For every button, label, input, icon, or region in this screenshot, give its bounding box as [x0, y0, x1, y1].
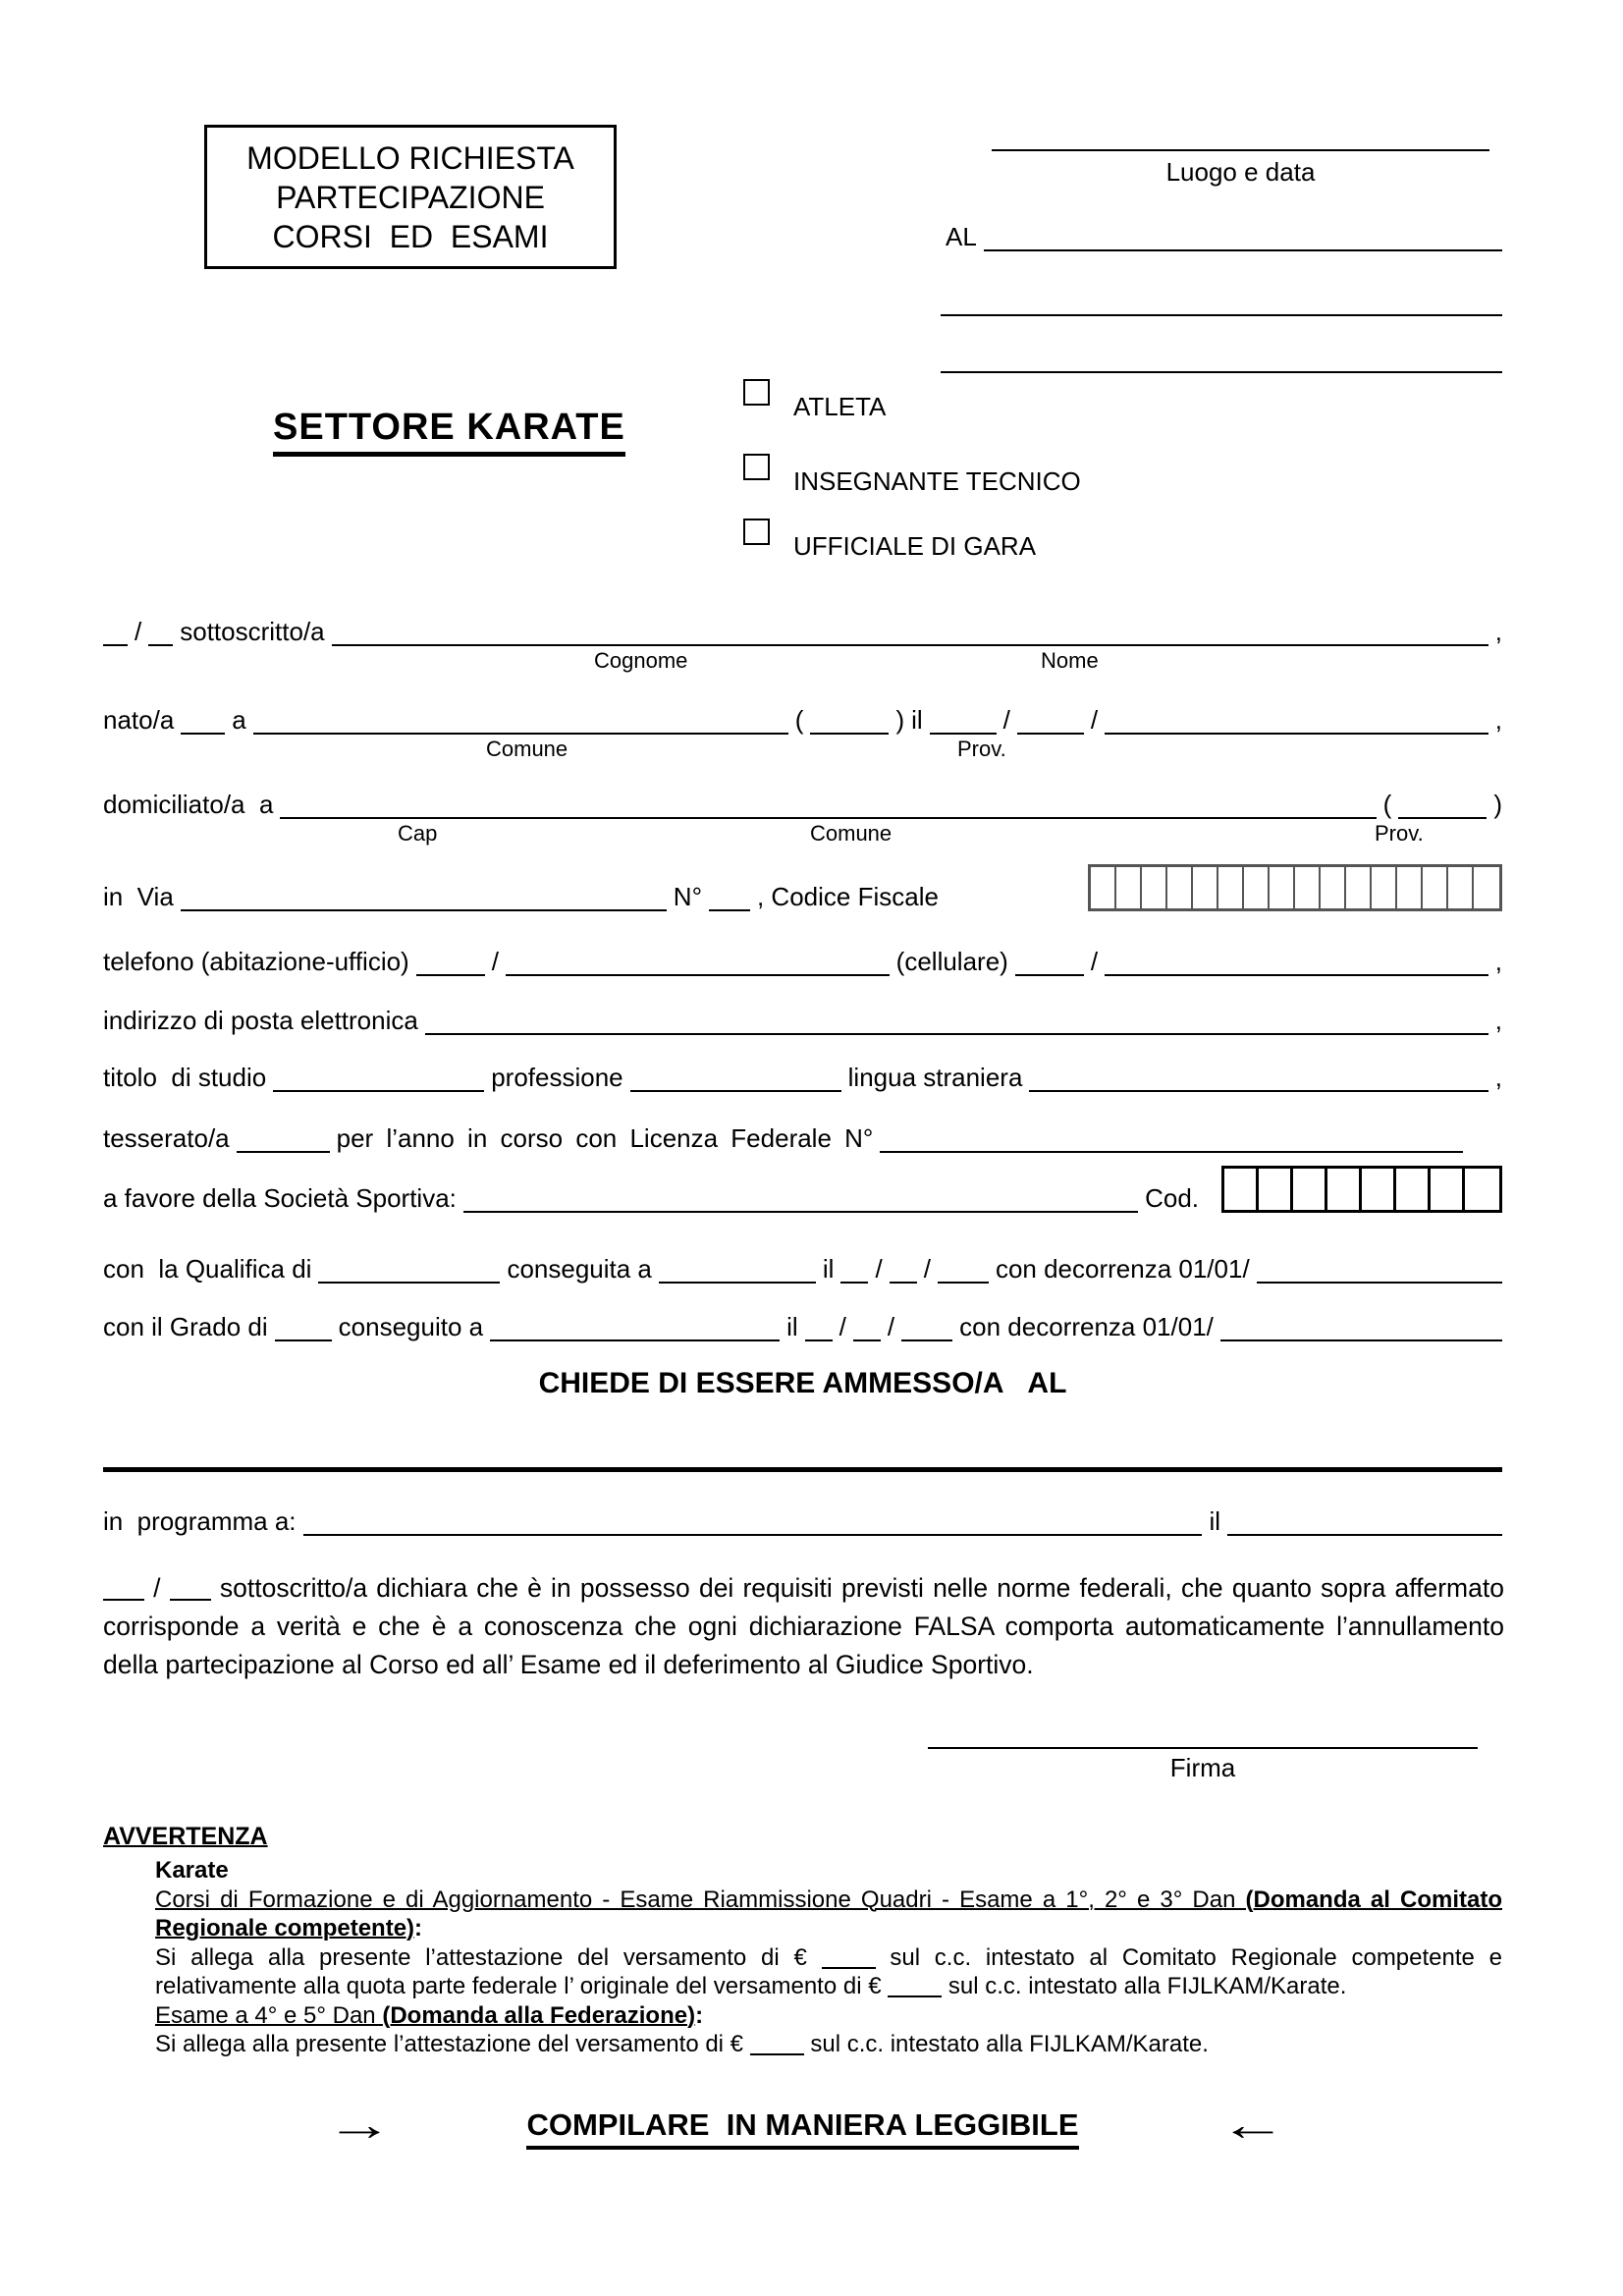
- si-allega-text-2: sul c.c. intestato al Comitato Regionale competente e relativamente alla quota parte federale l’ originale del versamento di €: [155, 1943, 1502, 1999]
- codice-fiscale-cell[interactable]: [1397, 867, 1423, 908]
- grado-mese-field[interactable]: [853, 1337, 881, 1341]
- grado-giorno-field[interactable]: [805, 1337, 833, 1341]
- conseguita-label: conseguita a: [507, 1253, 652, 1284]
- il-label: il: [786, 1311, 798, 1341]
- option-ufficiale-di-gara: [743, 519, 1036, 560]
- email-row: [103, 1000, 1502, 1035]
- decorrenza-label: con decorrenza 01/01/: [959, 1311, 1214, 1341]
- qualifica-giorno-field[interactable]: [840, 1279, 868, 1284]
- via-label: in Via: [103, 881, 174, 911]
- versamento-regionale-paragraph: [155, 1943, 1502, 2001]
- cellulare-label: (cellulare): [895, 946, 1008, 976]
- cap-sublabel: Cap: [398, 821, 438, 846]
- codice-fiscale-cell[interactable]: [1270, 867, 1295, 908]
- open-paren: (: [794, 704, 804, 735]
- comune-nascita-field[interactable]: [253, 730, 788, 735]
- esame-dan-line: [155, 2001, 1502, 2031]
- declaration-paragraph: [103, 1569, 1504, 1684]
- programma-row: [103, 1501, 1502, 1536]
- cognome-nome-field[interactable]: [332, 641, 1488, 646]
- ufficiale-di-gara-label: UFFICIALE DI GARA: [793, 531, 1037, 561]
- pronoun-suffix-field[interactable]: [170, 1597, 211, 1601]
- open-paren: (: [1382, 789, 1392, 819]
- firma-label: Firma: [1169, 1753, 1236, 1782]
- codice-fiscale-cell[interactable]: [1091, 867, 1116, 908]
- al-recipient-line[interactable]: [984, 246, 1502, 251]
- qualifica-field[interactable]: [318, 1279, 500, 1284]
- chiede-heading: CHIEDE DI ESSERE AMMESSO/A AL: [538, 1367, 1067, 1399]
- option-insegnante-tecnico: [743, 454, 1081, 495]
- telefono-label: telefono (abitazione-ufficio): [103, 946, 409, 976]
- nato-prefix-field[interactable]: [181, 730, 225, 735]
- esame-dan-text: Esame a 4° e 5° Dan: [155, 2001, 383, 2029]
- conseguito-label: conseguito a: [338, 1311, 484, 1341]
- importo-regionale-field[interactable]: [822, 1965, 876, 1969]
- il-label: il: [911, 704, 923, 735]
- avvertenza-heading: AVVERTENZA: [103, 1823, 268, 1850]
- tesserato-row: [103, 1118, 1502, 1153]
- codice-societa-cell[interactable]: [1224, 1169, 1259, 1210]
- prov-sublabel: Prov.: [1375, 821, 1424, 846]
- atleta-label: ATLETA: [793, 392, 887, 421]
- sottoscritto-row: [103, 611, 1502, 673]
- codice-fiscale-cell[interactable]: [1193, 867, 1218, 908]
- title-box-line1: MODELLO RICHIESTA: [246, 139, 574, 176]
- insegnante-tecnico-checkbox[interactable]: [743, 454, 770, 480]
- titolo-studio-field[interactable]: [273, 1087, 484, 1092]
- codice-societa-cell[interactable]: [1362, 1169, 1396, 1210]
- luogo-data-line[interactable]: [992, 149, 1489, 151]
- importo-federazione-field[interactable]: [750, 2051, 804, 2055]
- ufficiale-di-gara-checkbox[interactable]: [743, 519, 770, 545]
- comma: ,: [1494, 946, 1503, 976]
- avvertenza-karate-block: [155, 1856, 1502, 2059]
- codice-fiscale-cell[interactable]: [1142, 867, 1167, 908]
- codice-societa-grid[interactable]: [1221, 1166, 1502, 1213]
- arrow-left-icon: ←: [1218, 2099, 1287, 2150]
- codice-fiscale-cell[interactable]: [1244, 867, 1270, 908]
- settore-karate-heading: SETTORE KARATE: [273, 407, 625, 457]
- codice-fiscale-cell[interactable]: [1346, 867, 1372, 908]
- licenza-federale-label: per l’anno in corso con Licenza Federale N°: [336, 1122, 874, 1153]
- versamento-federazione-line: [155, 2030, 1502, 2059]
- il-label: il: [1209, 1505, 1220, 1536]
- qualifica-anno-field[interactable]: [938, 1279, 989, 1284]
- lingua-straniera-field[interactable]: [1029, 1087, 1488, 1092]
- societa-row: [103, 1166, 1502, 1213]
- slash: /: [875, 1253, 883, 1284]
- domicilio-field[interactable]: [280, 814, 1376, 819]
- codice-fiscale-cell[interactable]: [1372, 867, 1397, 908]
- telefono-numero-field[interactable]: [506, 971, 890, 976]
- close-paren: ): [895, 704, 905, 735]
- title-box: [204, 125, 617, 269]
- declaration-text: sottoscritto/a dichiara che è in possesso dei requisiti previsti nelle norme federali, che quanto sopra affermato corrisponde a verità e che è a conoscenza che ogni dichiarazione FALSA comporta automaticamente l’annullamento della partecipazione al Corso ed all’ Esame ed il deferimento al Giudice Sportivo.: [103, 1573, 1504, 1679]
- codice-societa-cell[interactable]: [1465, 1169, 1499, 1210]
- si-allega-2-text-2: sul c.c. intestato alla FIJLKAM/Karate.: [810, 2031, 1209, 2057]
- insegnante-tecnico-label: INSEGNANTE TECNICO: [793, 466, 1081, 496]
- email-label: indirizzo di posta elettronica: [103, 1005, 418, 1035]
- al-row: [946, 216, 1502, 251]
- footer: [103, 2099, 1502, 2176]
- codice-fiscale-cell[interactable]: [1218, 867, 1244, 908]
- nato-label: nato/a: [103, 704, 175, 735]
- arrow-right-icon: →: [325, 2099, 394, 2150]
- grado-luogo-field[interactable]: [490, 1337, 780, 1341]
- grado-decorrenza-anno-field[interactable]: [1220, 1337, 1502, 1341]
- grado-label: con il Grado di: [103, 1311, 268, 1341]
- codice-fiscale-cell[interactable]: [1474, 867, 1499, 908]
- pronoun-prefix-field[interactable]: [103, 641, 128, 646]
- codice-fiscale-cell[interactable]: [1321, 867, 1346, 908]
- programma-data-field[interactable]: [1227, 1531, 1502, 1536]
- corso-esame-line[interactable]: [103, 1467, 1502, 1472]
- decorrenza-label: con decorrenza 01/01/: [995, 1253, 1250, 1284]
- licenza-federale-field[interactable]: [880, 1148, 1463, 1153]
- via-field[interactable]: [181, 906, 667, 911]
- colon: :: [414, 1915, 423, 1941]
- a-label: a: [232, 704, 246, 735]
- telefono-row: [103, 941, 1502, 976]
- nome-sublabel: Nome: [1041, 648, 1099, 673]
- grado-anno-field[interactable]: [901, 1337, 952, 1341]
- firma-line[interactable]: [928, 1747, 1478, 1749]
- cognome-sublabel: Cognome: [594, 648, 688, 673]
- codice-fiscale-label: , Codice Fiscale: [756, 881, 939, 911]
- numero-civico-label: N°: [673, 881, 702, 911]
- si-allega-text-3: sul c.c. intestato alla FIJLKAM/Karate.: [947, 1973, 1347, 1999]
- comma: ,: [1494, 704, 1502, 735]
- nato-row: [103, 699, 1502, 761]
- atleta-checkbox[interactable]: [743, 379, 770, 406]
- via-cf-row: [103, 864, 1502, 911]
- codice-societa-cell[interactable]: [1259, 1169, 1293, 1210]
- pronoun-suffix-field[interactable]: [148, 641, 173, 646]
- qualifica-mese-field[interactable]: [890, 1279, 917, 1284]
- title-box-line2: PARTECIPAZIONE: [276, 179, 545, 215]
- societa-sportiva-field[interactable]: [463, 1208, 1138, 1213]
- domiciliato-label: domiciliato/a a: [103, 789, 274, 819]
- tesserato-anno-field[interactable]: [237, 1148, 330, 1153]
- slash: /: [887, 1311, 895, 1341]
- numero-civico-field[interactable]: [709, 906, 750, 911]
- codice-fiscale-cell[interactable]: [1423, 867, 1448, 908]
- cod-label: Cod.: [1145, 1182, 1199, 1213]
- cellulare-numero-field[interactable]: [1105, 971, 1488, 976]
- comma: ,: [1494, 1062, 1502, 1092]
- slash: /: [839, 1311, 846, 1341]
- recipient-line-2[interactable]: [941, 314, 1502, 316]
- slash: /: [1090, 704, 1099, 735]
- title-box-line3: CORSI ED ESAMI: [272, 218, 549, 254]
- qualifica-label: con la Qualifica di: [103, 1253, 312, 1284]
- luogo-data-label: Luogo e data: [1165, 157, 1316, 187]
- titolo-studio-row: [103, 1057, 1502, 1092]
- domiciliato-row: [103, 784, 1502, 846]
- compilare-notice: COMPILARE IN MANIERA LEGGIBILE: [526, 2107, 1078, 2150]
- qualifica-row: [103, 1248, 1502, 1284]
- codice-societa-cell[interactable]: [1327, 1169, 1362, 1210]
- prov-domicilio-field[interactable]: [1398, 814, 1487, 819]
- grado-field[interactable]: [275, 1337, 332, 1341]
- importo-federale-field[interactable]: [888, 1994, 942, 1997]
- titolo-studio-label: titolo di studio: [103, 1062, 267, 1092]
- domanda-federazione-text: (Domanda alla Federazione): [382, 2001, 696, 2029]
- corsi-formazione-text: Corsi di Formazione e di Aggiornamento - Esame Riammissione Quadri - Esame a 1°, 2° e 3° Dan: [155, 1886, 1246, 1913]
- slash: /: [923, 1253, 931, 1284]
- slash: /: [135, 616, 142, 646]
- tesserato-label: tesserato/a: [103, 1122, 230, 1153]
- codice-fiscale-cell[interactable]: [1167, 867, 1193, 908]
- slash: /: [1002, 704, 1010, 735]
- data-nascita-mese-field[interactable]: [1017, 730, 1084, 735]
- professione-label: professione: [491, 1062, 623, 1092]
- slash: /: [491, 946, 499, 976]
- codice-fiscale-cell[interactable]: [1116, 867, 1142, 908]
- comma: ,: [1494, 1005, 1502, 1035]
- domanda-comitato-text: (Domanda al Comitato Regionale competente): [155, 1886, 1502, 1941]
- data-nascita-anno-field[interactable]: [1105, 730, 1488, 735]
- email-field[interactable]: [425, 1030, 1488, 1035]
- codice-fiscale-cell[interactable]: [1448, 867, 1474, 908]
- colon: :: [695, 2001, 704, 2029]
- codice-fiscale-cell[interactable]: [1295, 867, 1321, 908]
- comune-sublabel: Comune: [486, 737, 568, 761]
- comune-sublabel: Comune: [810, 821, 893, 846]
- comma: ,: [1494, 616, 1502, 646]
- programma-label: in programma a:: [103, 1505, 297, 1536]
- telefono-prefisso-field[interactable]: [416, 971, 485, 976]
- lingua-straniera-label: lingua straniera: [847, 1062, 1023, 1092]
- codice-fiscale-grid[interactable]: [1088, 864, 1502, 911]
- corsi-formazione-line: [155, 1886, 1502, 1943]
- prov-nascita-field[interactable]: [810, 730, 889, 735]
- codice-societa-cell[interactable]: [1431, 1169, 1465, 1210]
- option-atleta: [743, 379, 886, 420]
- karate-subheading: Karate: [155, 1857, 229, 1884]
- il-label: il: [822, 1253, 835, 1284]
- cellulare-prefisso-field[interactable]: [1015, 971, 1084, 976]
- qualifica-decorrenza-anno-field[interactable]: [1257, 1279, 1502, 1284]
- codice-societa-cell[interactable]: [1293, 1169, 1327, 1210]
- societa-sportiva-label: a favore della Società Sportiva:: [103, 1182, 457, 1213]
- slash: /: [1090, 946, 1099, 976]
- professione-field[interactable]: [630, 1087, 841, 1092]
- prov-sublabel: Prov.: [957, 737, 1006, 761]
- sottoscritto-label: sottoscritto/a: [180, 616, 325, 646]
- qualifica-luogo-field[interactable]: [659, 1279, 816, 1284]
- si-allega-2-text-1: Si allega alla presente l’attestazione del versamento di €: [155, 2031, 744, 2057]
- data-nascita-giorno-field[interactable]: [930, 730, 997, 735]
- si-allega-text-1: Si allega alla presente l’attestazione del versamento di €: [155, 1943, 807, 1971]
- grado-row: [103, 1306, 1502, 1341]
- slash: /: [153, 1573, 161, 1603]
- pronoun-prefix-field[interactable]: [103, 1597, 144, 1601]
- recipient-line-3[interactable]: [941, 371, 1502, 373]
- al-label: AL: [946, 221, 977, 251]
- programma-luogo-field[interactable]: [303, 1531, 1203, 1536]
- close-paren: ): [1493, 789, 1502, 819]
- codice-societa-cell[interactable]: [1396, 1169, 1431, 1210]
